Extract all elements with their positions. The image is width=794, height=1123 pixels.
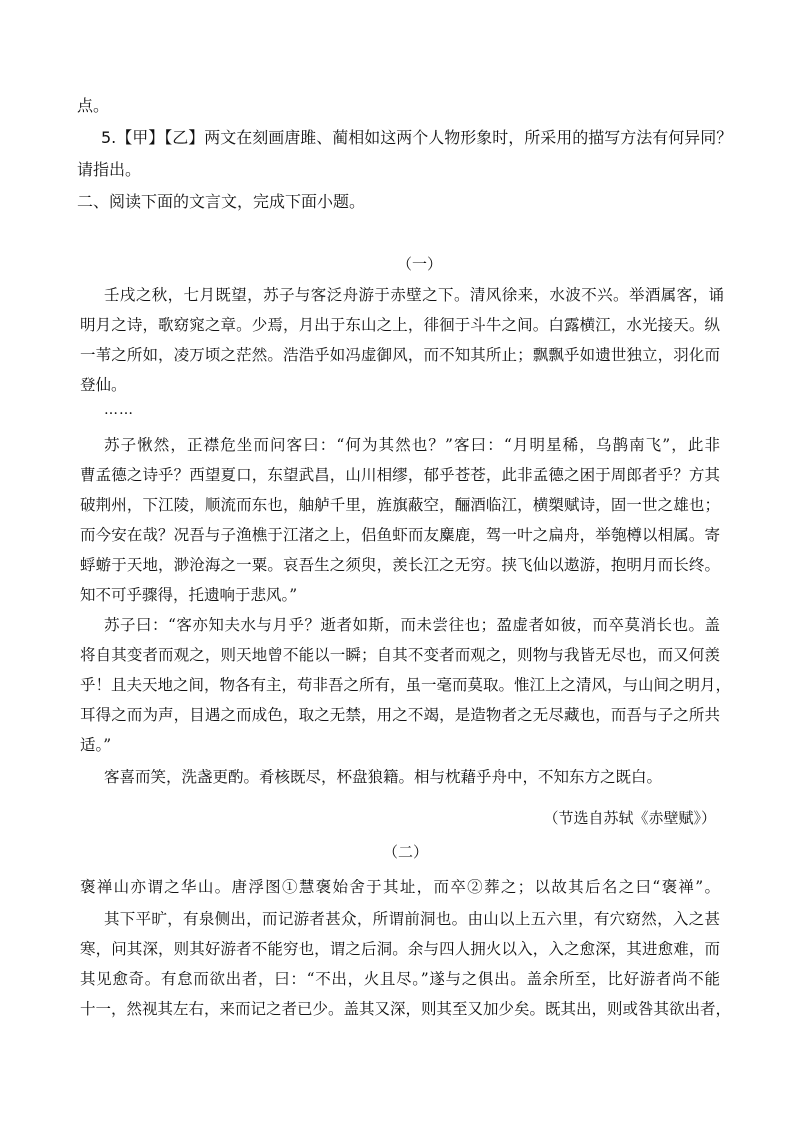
- text-line: 破荆州，下江陵，顺流而东也，舳舻千里，旌旗蔽空，酾酒临江，横槊赋诗，固一世之雄也；: [80, 496, 720, 514]
- text-line: 一苇之所如，凌万顷之茫然。浩浩乎如冯虚御风，而不知其所止；飘飘乎如遗世独立，羽化而: [80, 346, 720, 364]
- text-line: 耳得之而为声，目遇之而成色，取之无禁，用之不竭，是造物者之无尽藏也，而吾与子之所共: [80, 706, 720, 724]
- text-line: 乎！且夫天地之间，物各有主，苟非吾之所有，虽一毫而莫取。惟江上之清风，与山间之明月，: [80, 676, 732, 694]
- text-line: 寒，问其深，则其好游者不能穷也，谓之后洞。余与四人拥火以入，入之愈深，其进愈难，而: [80, 940, 720, 958]
- text-line: 适。”: [80, 736, 112, 754]
- section-instruction: 二、阅读下面的文言文，完成下面小题。: [77, 192, 366, 211]
- text-line: 壬戌之秋，七月既望，苏子与客泛舟游于赤壁之下。清风徐来，水波不兴。举酒属客，诵: [104, 286, 724, 304]
- text-line: 十一，然视其左右，来而记之者已少。盖其又深，则其至又加少矣。既其出，则或咎其欲出者，: [80, 1000, 732, 1018]
- text-line: 苏子愀然，正襟危坐而问客曰：“何为其然也？”客曰：“月明星稀，乌鹊南飞”，此非: [104, 436, 720, 454]
- text-line: 登仙。: [80, 376, 127, 394]
- section2-paragraph-1: 褒禅山亦谓之华山。唐浮图①慧褒始舍于其址，而卒②葬之；以故其后名之曰“褒禅”。: [80, 878, 720, 896]
- text-line: 曹孟德之诗乎？西望夏口，东望武昌，山川相缪，郁乎苍苍，此非孟德之困于周郎者乎？方其: [80, 466, 720, 484]
- ellipsis: ……: [104, 402, 134, 418]
- text-line: 其见愈奇。有怠而欲出者，曰：“不出，火且尽。”遂与之俱出。盖余所至，比好游者尚不能: [80, 970, 720, 988]
- source-citation: （节选自苏轼《赤壁赋》）: [543, 809, 716, 827]
- question-tail: 点。: [77, 96, 110, 115]
- text-line: 知不可乎骤得，托遗响于悲风。”: [80, 586, 298, 604]
- text-line: 将自其变者而观之，则天地曾不能以一瞬；自其不变者而观之，则物与我皆无尽也，而又何羡: [80, 646, 720, 664]
- text-line: 其下平旷，有泉侧出，而记游者甚众，所谓前洞也。由山以上五六里，有穴窈然，入之甚: [104, 910, 720, 928]
- text-line: 明月之诗，歌窈窕之章。少焉，月出于东山之上，徘徊于斗牛之间。白露横江，水光接天。纵: [80, 316, 720, 334]
- text-line: 蜉蝣于天地，渺沧海之一粟。哀吾生之须臾，羡长江之无穷。挟飞仙以遨游，抱明月而长终。: [80, 556, 720, 574]
- text-line: 苏子曰：“客亦知夫水与月乎？逝者如斯，而未尝往也；盈虚者如彼，而卒莫消长也。盖: [104, 616, 720, 634]
- question-5: 5.【甲】【乙】两文在刻画唐雎、蔺相如这两个人物形象时，所采用的描写方法有何异同？: [101, 128, 733, 147]
- section1-heading: （一）: [397, 255, 443, 273]
- section1-paragraph-4: 客喜而笑，洗盏更酌。肴核既尽，杯盘狼籍。相与枕藉乎舟中，不知东方之既白。: [104, 768, 663, 786]
- text-line: 而今安在哉？况吾与子渔樵于江渚之上，侣鱼虾而友麋鹿，驾一叶之扁舟，举匏樽以相属。寄: [80, 526, 720, 544]
- question-5-continued: 请指出。: [77, 160, 142, 179]
- section2-heading: （二）: [383, 843, 429, 861]
